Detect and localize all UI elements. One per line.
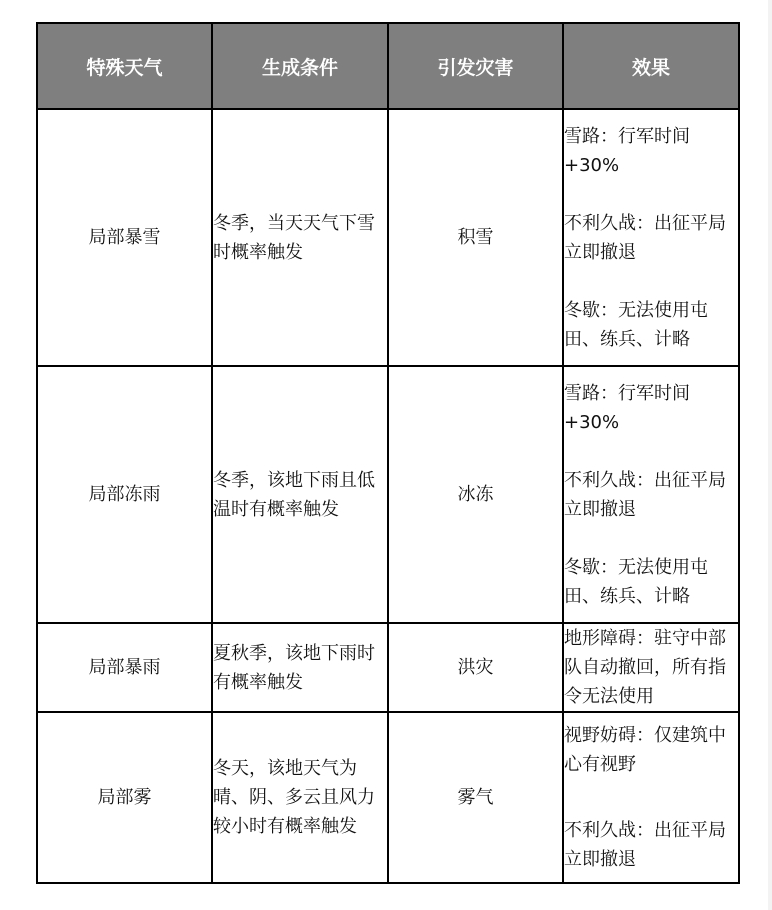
table-row: [37, 623, 739, 712]
disaster-cell: 积雪: [388, 109, 563, 366]
weather-cell: 局部雾: [37, 712, 212, 883]
effects-cell: [563, 623, 739, 712]
disaster-cell: 雾气: [388, 712, 563, 883]
weather-cell: 局部冻雨: [37, 366, 212, 623]
table-row: [37, 712, 739, 883]
effect-item: 冬歇：无法使用屯田、练兵、计略: [564, 299, 708, 350]
header-condition: 生成条件: [212, 23, 388, 109]
header-special-weather: 特殊天气: [37, 23, 212, 109]
special-weather-table: [36, 22, 740, 884]
disaster-cell: 洪灾: [388, 623, 563, 712]
header-disaster: 引发灾害: [388, 23, 563, 109]
weather-cell: 局部暴雪: [37, 109, 212, 366]
effect-item: 不利久战：出征平局立即撤退: [564, 469, 726, 520]
condition-cell: 冬季，该地下雨且低温时有概率触发: [212, 366, 388, 623]
effects-cell: [563, 712, 739, 883]
table-header-row: [37, 23, 739, 109]
effect-item: 雪路：行军时间+30%: [564, 125, 690, 176]
disaster-cell: 冰冻: [388, 366, 563, 623]
effect-item: 地形障碍：驻守中部队自动撤回，所有指令无法使用: [564, 628, 726, 707]
effects-cell: [563, 366, 739, 623]
weather-cell: 局部暴雨: [37, 623, 212, 712]
condition-cell: 夏秋季，该地下雨时有概率触发: [212, 623, 388, 712]
effect-item: 雪路：行军时间+30%: [564, 382, 690, 433]
condition-cell: 冬天，该地天气为晴、阴、多云且风力较小时有概率触发: [212, 712, 388, 883]
effects-cell: [563, 109, 739, 366]
header-effect: 效果: [563, 23, 739, 109]
page-edge: [768, 0, 772, 910]
effect-item: 视野妨碍：仅建筑中心有视野: [564, 725, 726, 775]
table-row: [37, 109, 739, 366]
condition-cell: 冬季，当天天气下雪时概率触发: [212, 109, 388, 366]
effect-item: 冬歇：无法使用屯田、练兵、计略: [564, 556, 708, 607]
table-row: [37, 366, 739, 623]
effect-item: 不利久战：出征平局立即撤退: [564, 212, 726, 263]
effect-item: 不利久战：出征平局立即撤退: [564, 820, 726, 870]
